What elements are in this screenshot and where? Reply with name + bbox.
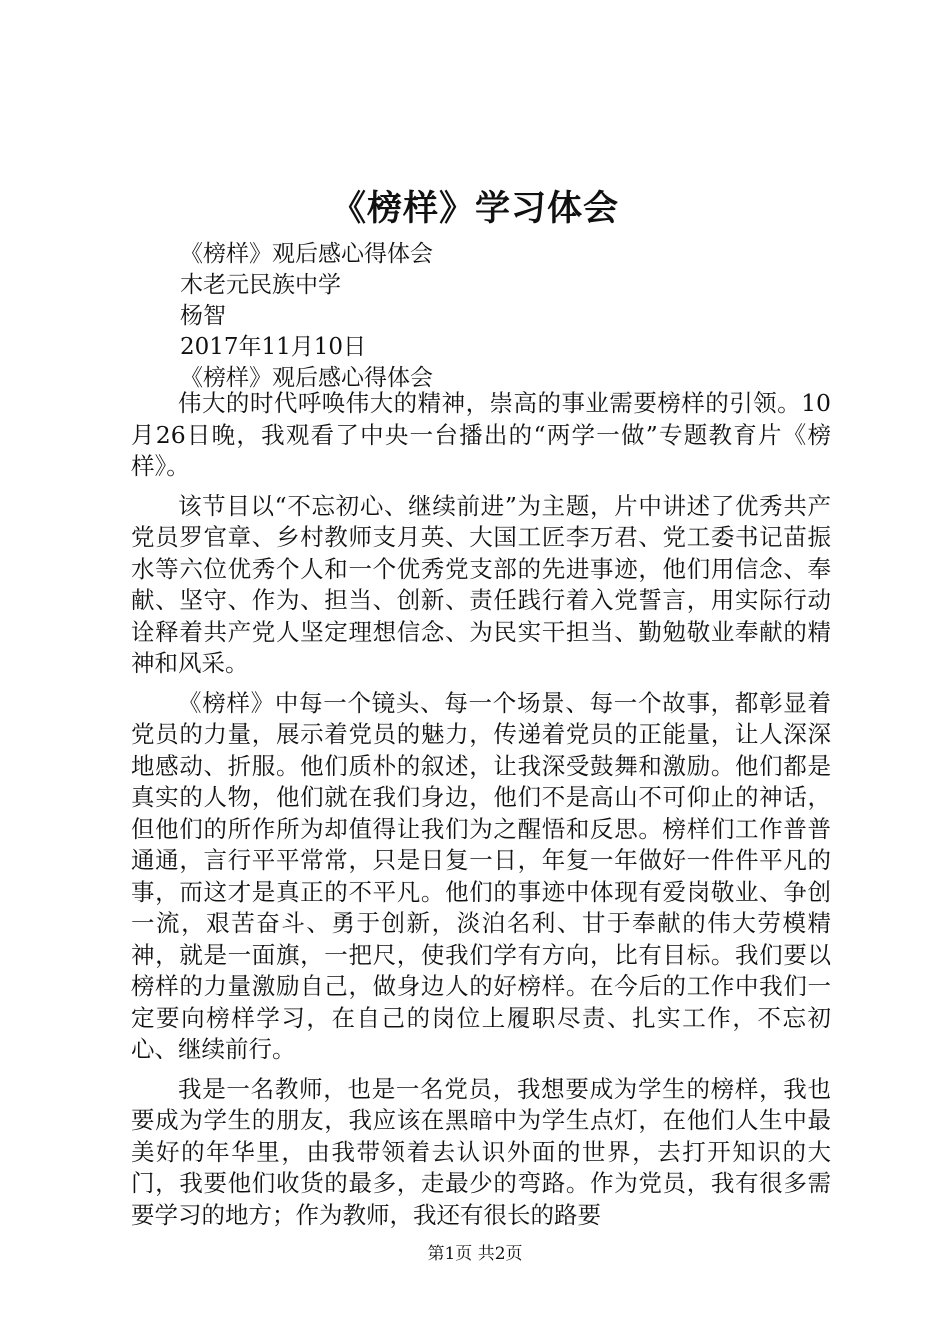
meta-subtitle: 《榜样》观后感心得体会 [180, 241, 433, 267]
meta-author: 杨智 [180, 303, 226, 329]
page-footer: 第1页 共2页 [427, 1244, 523, 1264]
paragraph: 《榜样》中每一个镜头、每一个场景、每一个故事，都彰显着党员的力量，展示着党员的魅力，传递着党员的正能量，让人深深地感动、折服。他们质朴的叙述，让我深受鼓舞和激励。他们都是真实的人物，他们就在我们身边，他们不是高山不可仰止的神话，但他们的所作所为却值得让我们为之醒悟和反思。榜样们工作普普通通，言行平平常常，只是日复一日，年复一年做好一件件平凡的事，而这才是真正的不平凡。他们的事迹中体现有爱岗敬业、争创一流，艰苦奋斗、勇于创新，淡泊名利、甘于奉献的伟大劳模精神，就是一面旗，一把尺，使我们学有方向，比有目标。我们要以榜样的力量激励自己，做身边人的好榜样。在今后的工作中我们一定要向榜样学习，在自己的岗位上履职尽责、扎实工作，不忘初心、继续前行。 [131, 688, 831, 1063]
paragraph: 伟大的时代呼唤伟大的精神，崇高的事业需要榜样的引领。10月26日晚，我观看了中央一台播出的“两学一做”专题教育片《榜样》。 [131, 389, 831, 480]
meta-date: 2017年11月10日 [180, 334, 367, 360]
meta-heading: 《榜样》观后感心得体会 [180, 365, 433, 391]
body-text [131, 388, 831, 1239]
document-title: 《榜样》学习体会 [330, 188, 619, 229]
paragraph: 该节目以“不忘初心、继续前进”为主题，片中讲述了优秀共产党员罗官章、乡村教师支月英、大国工匠李万君、党工委书记苗振水等六位优秀个人和一个优秀党支部的先进事迹，他们用信念、奉献、坚守、作为、担当、创新、责任践行着入党誓言，用实际行动诠释着共产党人坚定理想信念、为民实干担当、勤勉敬业奉献的精神和风采。 [131, 491, 831, 677]
paragraph: 我是一名教师，也是一名党员，我想要成为学生的榜样，我也要成为学生的朋友，我应该在黑暗中为学生点灯，在他们人生中最美好的年华里，由我带领着去认识外面的世界，去打开知识的大门，我要他们收货的最多，走最少的弯路。作为党员，我有很多需要学习的地方；作为教师，我还有很长的路要 [131, 1074, 831, 1229]
meta-school: 木老元民族中学 [180, 272, 341, 298]
